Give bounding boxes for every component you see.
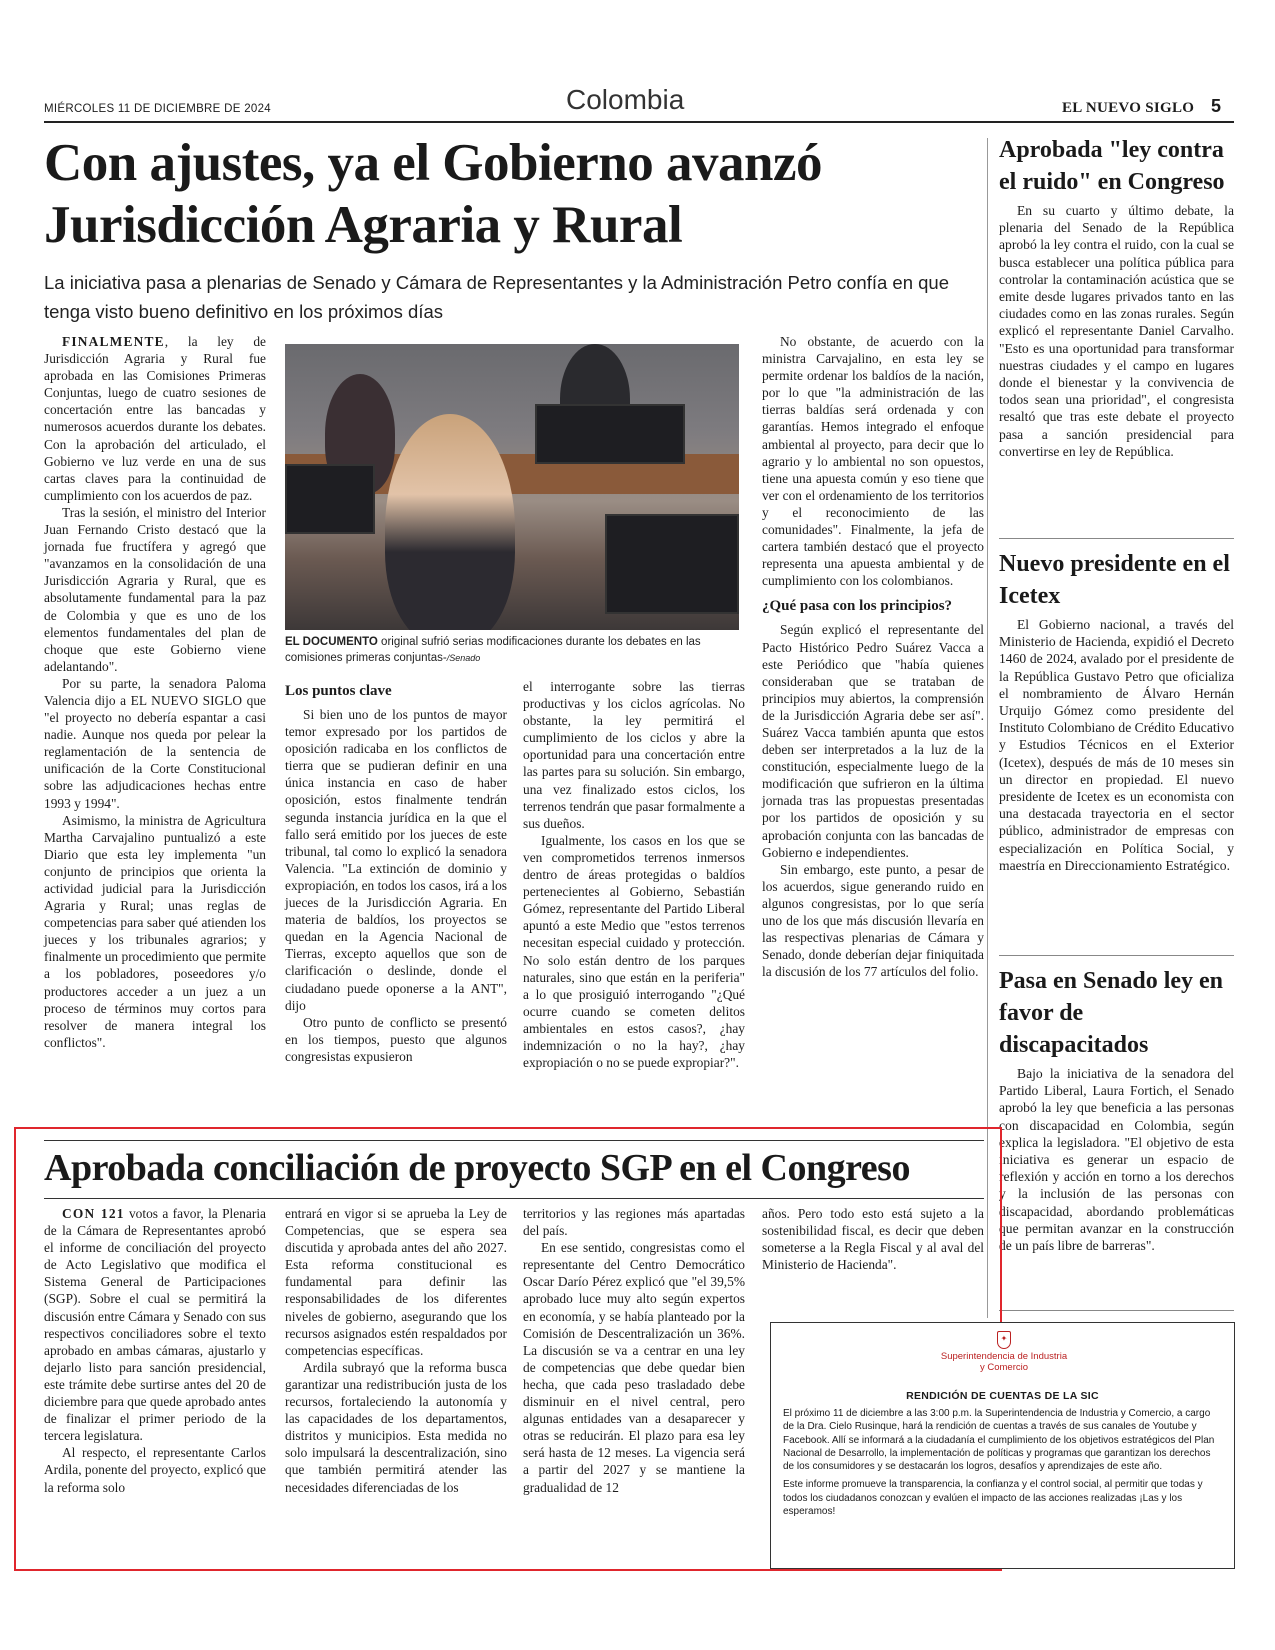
paragraph: Por su parte, la senadora Paloma Valencia dijo a EL NUEVO SIGLO que "el proyecto no debería espantar a casi nadie. Aunque nos queda por pelear la reglamentación de la sentencia de unificación de la Corte Constitucional sobre las adjudicaciones hechas entre 1993 y 1994". — [44, 675, 266, 811]
paragraph: Igualmente, los casos en los que se ven comprometidos terrenos inmersos dentro de áreas protegidas o baldíos pertenecientes al Gobierno, Sebastián Gómez, representante del Partido Liberal apuntó a este Medio que "estos terrenos necesitan especial cuidado y protección. No solo están dentro de los parques naturales, sino que están en la periferia" a lo que prosiguió interrogando "¿Qué ocurre cuando se cometen delitos ambientales en estos casos?, ¿hay indemnización o no la hay?, ¿hay expropiación o no se puede expropiar?". — [523, 832, 745, 1071]
paragraph: Otro punto de conflicto se presentó en los tiempos, puesto que algunos congresistas expusieron — [285, 1014, 507, 1064]
page-number: 5 — [1211, 96, 1222, 116]
second-column-2 — [285, 1205, 507, 1496]
main-column-1 — [44, 333, 266, 1051]
photo-monitor — [285, 464, 375, 534]
sidebar-2-text — [999, 616, 1234, 874]
paragraph: Si bien uno de los puntos de mayor temor expresado por los partidos de oposición radicaba en los conflictos de tierra que se pudieran definir en una única instancia en caso de haber oposición, estos finalmente tendrán segunda instancia jurídica en la que el fallo será emitido por los jueces de este tribunal, tal como lo explicó la senadora Valencia. "La extinción de dominio y expropiación, en todos los casos, irá a los jueces de la Jurisdicción Agraria. En materia de baldíos, los proyectos se quedan en la Agencia Nacional de Tierras, excepto aquellos que son de clarificación o deslinde, donde el ciudadano puede oponerse a la ANT", dijo — [285, 707, 508, 1013]
paragraph: territorios y las regiones más apartadas del país. — [523, 1206, 745, 1239]
sidebar-rule — [999, 955, 1234, 956]
sidebar-3-text — [999, 1065, 1234, 1254]
caption-credit: /Senado — [446, 653, 481, 663]
paragraph: No obstante, de acuerdo con la ministra Carvajalino, en esta ley se permite ordenar los baldíos de la nación, por lo que "la administración de las tierras baldías será ordenada y con garantías. Hemos integrado el enfoque ambiental al proyecto, para decir que lo agrario y lo ambiental no son opuestos, tiene una apuesta común y eso tiene que ver con el ordenamiento de los territorios y el reconocimiento de las comunidades". Finalmente, la jefa de cartera también destacó que el proyecto representa una apuesta ambiental y de cumplimiento con los colombianos. — [762, 334, 984, 589]
sidebar-rule — [999, 1310, 1234, 1311]
main-headline: Con ajustes, ya el Gobierno avanzó Jurisdicción Agraria y Rural — [44, 134, 822, 254]
article-photo — [285, 344, 739, 630]
photo-monitor — [535, 404, 685, 464]
paragraph: Ardila subrayó que la reforma busca garantizar una redistribución justa de los recursos, fortaleciendo la autonomía y las capacidades de los departamentos, distritos y municipios. Esta medida no solo impulsará la descentralización, sino que también permitirá atender las necesidades diferenciadas de los — [285, 1359, 507, 1495]
subheading: ¿Qué pasa con los principios? — [762, 598, 953, 615]
second-headline: Aprobada conciliación de proyecto SGP en el Congreso — [44, 1147, 910, 1189]
paragraph: Al respecto, el representante Carlos Ardila, ponente del proyecto, explicó que la reforma solo — [44, 1445, 266, 1495]
lead-word: FINALMENTE — [62, 334, 165, 349]
subheading: Los puntos clave — [285, 683, 392, 699]
article-rule — [44, 1198, 984, 1199]
lead-word: CON 121 — [62, 1206, 125, 1221]
paragraph: Bajo la iniciativa de la senadora del Partido Liberal, Laura Fortich, el Senado aprobó la ley que beneficia a las personas con discapacidad en Colombia, según explica la legisladora. "El objetivo de esta iniciativa es generar un espacio de reflexión y acción en torno a los derechos y la inclusión de las personas con discapacidad, abordando problemáticas que permitan avanzar en la construcción de un país libre de barreras". — [999, 1066, 1234, 1254]
main-column-3 — [523, 678, 745, 1071]
paragraph: Tras la sesión, el ministro del Interior Juan Fernando Cristo destacó que la jornada fue fructífera y agregó que "avanzamos en la consolidación de una Jurisdicción Agraria y Rural, que es absolutamente fundamental para la paz de Colombia y que es uno de los elementos fundamentales del plan de choque que este Gobierno viene adelantando". — [44, 504, 266, 674]
sidebar-rule — [999, 538, 1234, 539]
sidebar-1-text — [999, 202, 1234, 460]
newspaper-brand: EL NUEVO SIGLO — [1062, 100, 1195, 116]
header-rule — [44, 121, 1234, 123]
second-column-1 — [44, 1205, 266, 1496]
paragraph: votos a favor, la Plenaria de la Cámara de Representantes aprobó el informe de conciliación del proyecto de Acto Legislativo que modifica el Sistema General de Participaciones (SGP). Sobre el cual se permitirá la discusión entre Cámara y Senado con sus respectivos conciliadores sobre el texto aprobado en ambas cámaras, ajustarlo y dejarlo listo para sanción presidencial, este trámite debe surtirse antes del 20 de diciembre para que quede aprobado antes de finalizar el primer periodo de la tercera legislatura. — [44, 1206, 266, 1444]
sic-logo — [939, 1331, 1069, 1373]
paragraph: En ese sentido, congresistas como el representante del Centro Democrático Oscar Darío Pérez explicó que "el 39,5% aprobado luce muy alto según expertos en economía, y se había planteado por la Comisión de Descentralización un 36%. La discusión se va a centrar en una ley de competencias que debe quedar bien hecha, que cada peso trasladado debe disminuir en el nivel central, pero algunas entidades van a desaparecer y otras se reducirán. El plazo para esa ley será hasta de 12 meses. La vigencia será a partir del 2027 y se mantiene la gradualidad de 12 — [523, 1240, 745, 1495]
ad-title: RENDICIÓN DE CUENTAS DE LA SIC — [906, 1390, 1099, 1402]
caption-lead: EL DOCUMENTO — [285, 636, 378, 648]
photo-person-center — [385, 414, 515, 630]
sidebar-1-title: Aprobada "ley contra el ruido" en Congreso — [999, 137, 1225, 195]
paragraph: , la ley de Jurisdicción Agraria y Rural fue aprobada en las Comisiones Primeras Conjuntas, luego de cuatro sesiones de concertación entre las bancadas y numerosos acuerdos durante los debates. Con la aprobación del articulado, el Gobierno ve luz verde en una de sus cartas claves para la continuidad de cumplimiento con los acuerdos de paz. — [44, 334, 266, 503]
sidebar-2-title: Nuevo presidente en el Icetex — [999, 551, 1230, 609]
main-column-2 — [285, 678, 507, 1065]
paragraph: Según explicó el representante del Pacto Histórico Pedro Suárez Vacca a este Periódico que "había quienes consideraban que se trataban de principios muy abiertos, la comprensión de la Jurisdicción Agraria debe ser así". Suárez Vacca también apunta que estos deben ser interpretados a la luz de la constitución, especialmente luego de la modificación que sufrieron en la última jornada tras las propuestas presentadas por los partidos de oposición y su aprobación conjunta con las bancadas de Gobierno e independientes. — [762, 622, 984, 860]
photo-caption — [285, 634, 745, 666]
paragraph: El próximo 11 de diciembre a las 3:00 p.m. la Superintendencia de Industria y Comercio, a cargo de la Dra. Cielo Rusinque, hará la rendición de cuentas a través de sus canales de Youtube y Facebook. Allí se informará a la ciudadanía el cumplimiento de los objetivos estratégicos del Plan Nacional de Desarrollo, la implementación de políticas y programas que garantizan los derechos de los consumidores y se destacarán los logros, desafíos y aprendizajes de este año. — [783, 1408, 1215, 1473]
paragraph: En su cuarto y último debate, la plenaria del Senado de la República aprobó la ley contra el ruido, con la cual se busca establecer una política pública para controlar la contaminación acústica que se emite desde lugares privados tanto en las ciudades como en las zonas rurales. Según explicó el representante Daniel Carvalho. "Esto es una oportunidad para transformar nuestras ciudades y el campo en lugares donde el bienestar y la convivencia de todos sean una prioridad", el congresista resaltó que tras este debate el proyecto pasa a sanción presidencial para convertirse en ley de República. — [999, 203, 1234, 459]
sic-org-name: Superintendencia de Industria y Comercio — [940, 1351, 1068, 1373]
caption-text: original sufrió serias modificaciones durante los debates en las comisiones primeras conjuntas- — [285, 636, 701, 664]
paragraph: Sin embargo, este punto, a pesar de los acuerdos, sigue generando ruido en algunos congresistas, por lo que sería uno de los que más discusión llevaría en las respectivas plenarias de Cámara y Senado, donde deberían dejar finiquitada la discusión de los 77 artículos del folio. — [762, 861, 984, 980]
main-subhead: La iniciativa pasa a plenarias de Senado y Cámara de Representantes y la Administración Petro confía en que tenga visto bueno definitivo en los próximos días — [44, 272, 949, 322]
paragraph: El Gobierno nacional, a través del Ministerio de Hacienda, expidió el Decreto 1460 de 2024, avalado por el presidente de la República Gustavo Petro que oficializa el nombramiento de Álvaro Hernán Urquijo Gómez como presidente del Instituto Colombiano de Crédito Educativo y Estudios Técnicos en el Exterior (Icetex), después de más de 10 meses sin un director en propiedad. El nuevo presidente de Icetex es un economista con una destacada trayectoria en el sector público, administrador de empresas con especialización en Política Social, y maestría en Direccionamiento Estratégico. — [999, 617, 1234, 873]
paragraph: entrará en vigor si se aprueba la Ley de Competencias, que se espera sea discutida y aprobada antes del año 2027. Esta reforma constitucional es fundamental para definir las responsabilidades de los diferentes niveles de gobierno, asegurando que los recursos asignados estén respaldados por competencias específicas. — [285, 1206, 507, 1358]
paragraph: el interrogante sobre las tierras productivas y los ciclos agrícolas. No obstante, la ley permitirá el cumplimiento de los ciclos y abre la oportunidad para una concertación entre las partes para su solución. Sin embargo, una vez finalizado estos ciclos, los terrenos tendrán que pasar formalmente a sus dueños. — [523, 679, 745, 831]
article-rule — [44, 1140, 984, 1141]
sidebar-3-title: Pasa en Senado ley en favor de discapacitados — [999, 968, 1224, 1058]
paragraph: Asimismo, la ministra de Agricultura Martha Carvajalino puntualizó a este Diario que esta ley implementa "un conjunto de principios que orienta la actividad judicial para la Jurisdicción Agraria y Rural; unas reglas de competencias para saber qué atienden los jueces y los tribunales agrarios; y finalmente un procedimiento que permite a los pobladores, poseedores y/o productores acceder a un juez a un proceso de términos muy cortos para resolver de manera integral los conflictos". — [44, 812, 266, 1050]
paragraph: años. Pero todo esto está sujeto a la sostenibilidad fiscal, es decir que deben someterse a la Regla Fiscal y al aval del Ministerio de Hacienda". — [762, 1206, 984, 1273]
second-column-4 — [762, 1205, 984, 1273]
sic-advertisement — [770, 1322, 1235, 1569]
shield-icon: ✦ — [997, 1331, 1011, 1349]
ad-body — [783, 1407, 1223, 1523]
section-name: Colombia — [566, 84, 685, 115]
issue-date: MIÉRCOLES 11 DE DICIEMBRE DE 2024 — [44, 103, 271, 115]
main-column-4 — [762, 333, 984, 980]
photo-monitor — [605, 514, 739, 614]
paragraph: Este informe promueve la transparencia, la confianza y el control social, al permitir que todas y todos los ciudadanos conozcan y evalúen el impacto de las acciones realizadas ¡Las y los esperamos! — [783, 1479, 1203, 1518]
second-column-3 — [523, 1205, 745, 1496]
